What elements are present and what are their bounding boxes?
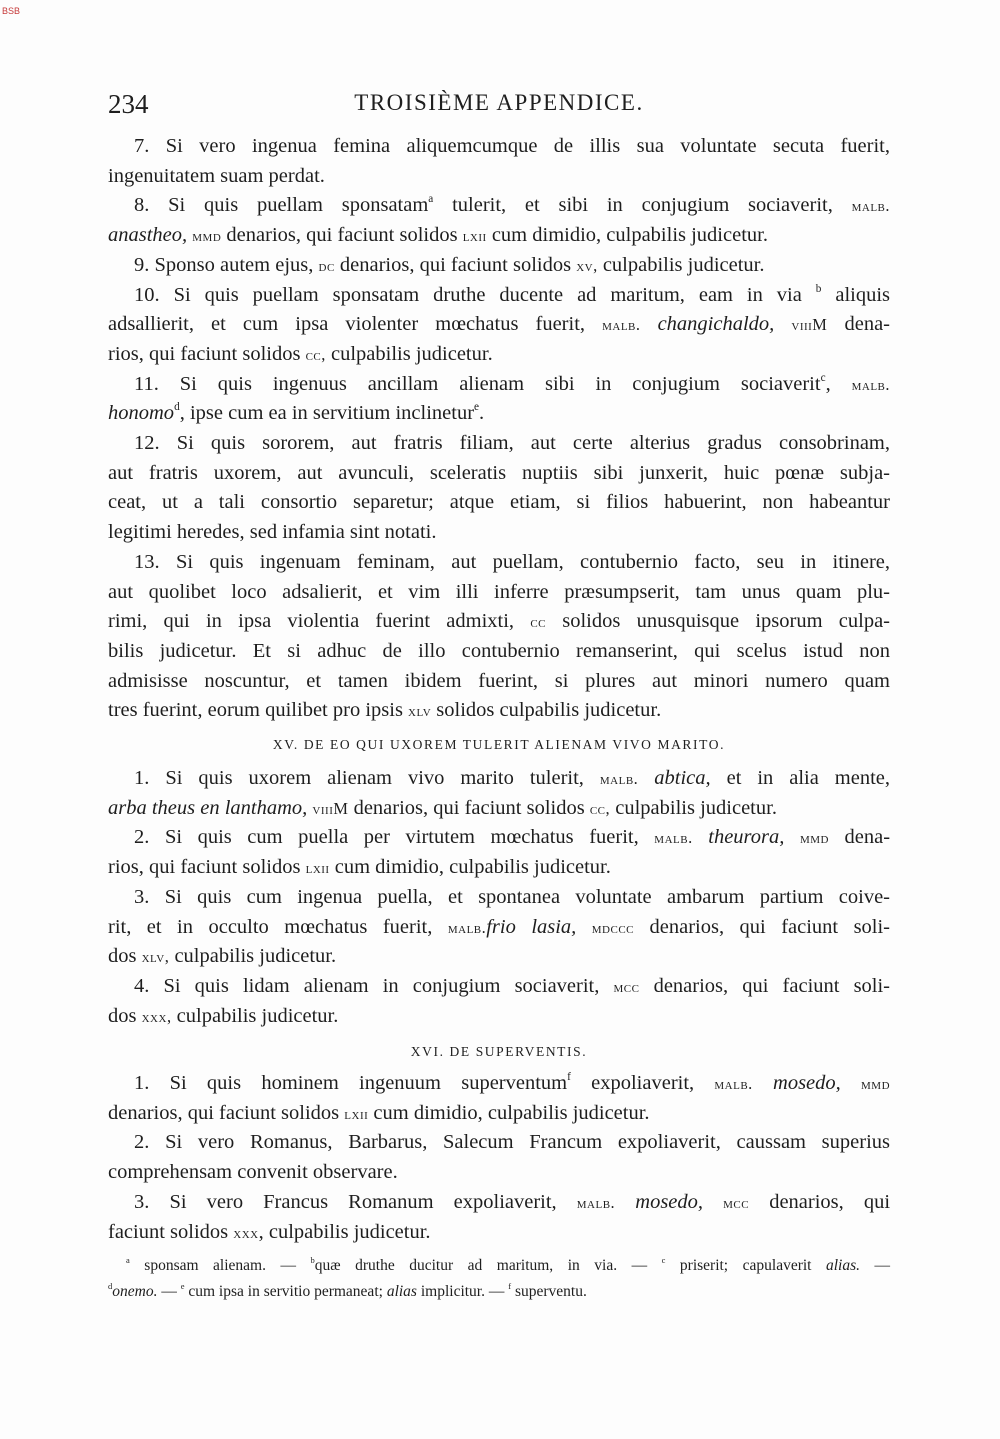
- footnote-line-1: $^a$ sponsam alienam. — $^b$quæ druthe ducitur ad maritum, in via. — $^c$ priserit; capulaverit alias. —: [126, 1255, 891, 1274]
- xv-paragraph-4: 4. Si quis lidam alienam in conjugium sociaverit, mcc denarios, qui faciunt soli-: [134, 974, 891, 997]
- section-title-xv: XV. DE EO QUI UXOREM TULERIT ALIENAM VIVO MARITO.: [272, 737, 726, 752]
- xv-paragraph-3-cont: rit, et in occulto mœchatus fuerit, malb.frio lasia, mdccc denarios, qui faciunt soli-: [108, 915, 891, 938]
- paragraph-13-cont4: admisisse noscuntur, et tamen ibidem fuerint, si plures aut minori numero quam: [108, 669, 890, 692]
- paragraph-11-cont: honomo$^d$, ipse cum ea in servitium inclinetur$^e$.: [108, 401, 485, 425]
- xv-paragraph-2-cont: rios, qui faciunt solidos lxii cum dimidio, culpabilis judicetur.: [108, 856, 611, 879]
- xv-paragraph-1: 1. Si quis uxorem alienam vivo marito tulerit, malb. abtica, et in alia mente,: [134, 767, 891, 789]
- xvi-paragraph-2-cont: comprehensam convenit observare.: [108, 1161, 398, 1184]
- paragraph-12-cont: aut fratris uxorem, aut avunculi, sceleratis nuptiis sibi junxerit, huic pœnæ subja-: [108, 461, 890, 484]
- footnote-ref-a: a: [428, 193, 434, 206]
- paragraph-13-cont3: bilis judicetur. Et si adhuc de illo contubernio remanserint, qui scelus istud non: [108, 639, 890, 662]
- xvi-paragraph-3: 3. Si vero Francus Romanum expoliaverit, malb. mosedo, mcc denarios, qui: [134, 1190, 891, 1213]
- xv-paragraph-3-cont2: dos xlv, culpabilis judicetur.: [108, 945, 337, 968]
- xvi-paragraph-2: 2. Si vero Romanus, Barbarus, Salecum Francum expoliaverit, caussam superius: [134, 1131, 890, 1154]
- paragraph-7: 7. Si vero ingenua femina aliquemcumque de illis sua voluntate secuta fuerit,: [134, 135, 891, 157]
- running-title: TROISIÈME APPENDICE.: [354, 90, 644, 115]
- paragraph-12-cont3: legitimi heredes, sed infamia sint notati.: [108, 521, 437, 544]
- xv-paragraph-1-cont: arba theus en lanthamo, viiiM denarios, qui faciunt solidos cc, culpabilis judicetur.: [108, 796, 777, 819]
- paragraph-13-cont: aut quolibet loco adsalierit, et vim illi inferre præsumpserit, tam unus quam plu-: [108, 580, 890, 603]
- paragraph-13: 13. Si quis ingenuam feminam, aut puellam, contubernio facto, seu in itinere,: [134, 550, 891, 573]
- xv-paragraph-2: 2. Si quis cum puella per virtutem mœchatus fuerit, malb. theurora, mmd dena-: [134, 826, 891, 849]
- paragraph-10-cont: adsallierit, et cum ipsa violenter mœchatus fuerit, malb. changichaldo, viiiM dena-: [108, 313, 890, 336]
- page-header: [108, 89, 890, 123]
- footnote-ref-d: d: [174, 401, 180, 414]
- paragraph-11: 11. Si quis ingenuus ancillam alienam sibi in conjugium sociaverit$^c$, malb.: [134, 371, 890, 395]
- section-xvi-body: [108, 1069, 890, 1247]
- paragraph-9: 9. Sponso autem ejus, dc denarios, qui faciunt solidos xv, culpabilis judicetur.: [134, 253, 765, 276]
- footnote-ref-b: b: [815, 282, 822, 295]
- footnote-ref-c: c: [820, 371, 826, 384]
- xvi-paragraph-1: 1. Si quis hominem ingenuum superventum$^f$ expoliaverit, malb. mosedo, mmd: [134, 1070, 891, 1094]
- bsb-watermark: BSB: [2, 6, 21, 16]
- xv-paragraph-3: 3. Si quis cum ingenua puella, et spontanea voluntate ambarum partium coive-: [134, 885, 891, 908]
- section-xv-body: [108, 764, 890, 1031]
- xv-paragraph-4-cont: dos xxx, culpabilis judicetur.: [108, 1004, 339, 1027]
- footnote-ref-e: e: [474, 401, 480, 414]
- section-title-xvi: XVI. DE SUPERVENTIS.: [410, 1044, 588, 1059]
- footnote-line-2: $^d$onemo. — $^e$ cum ipsa in servitio permaneat; alias implicitur. — $^f$ superventu.: [108, 1281, 587, 1300]
- page-number: 234: [108, 89, 149, 119]
- articles-7-13: [108, 132, 890, 726]
- footnote-ref-f: f: [567, 1070, 571, 1083]
- paragraph-8-cont: anastheo, mmd denarios, qui faciunt solidos lxii cum dimidio, culpabilis judicetur.: [108, 224, 768, 247]
- xvi-paragraph-3-cont: faciunt solidos xxx, culpabilis judicetur.: [108, 1220, 431, 1243]
- paragraph-8: 8. Si quis puellam sponsatam$^a$ tulerit, et sibi in conjugium sociaverit, malb.: [134, 193, 890, 217]
- footnotes: [108, 1253, 890, 1305]
- paragraph-7-cont: ingenuitatem suam perdat.: [108, 164, 325, 187]
- paragraph-12-cont2: ceat, ut a tali consortio separetur; atque etiam, si filios habuerint, non habeantur: [108, 491, 890, 514]
- paragraph-10: 10. Si quis puellam sponsatam druthe ducente ad maritum, eam in via $^b$ aliquis: [134, 282, 891, 306]
- paragraph-13-cont2: rimi, qui in ipsa violentia fuerint admixti, cc solidos unusquisque ipsorum culpa-: [108, 610, 890, 633]
- paragraph-13-cont5: tres fuerint, eorum quilibet pro ipsis xlv solidos culpabilis judicetur.: [108, 699, 662, 722]
- xvi-paragraph-1-cont: denarios, qui faciunt solidos lxii cum dimidio, culpabilis judicetur.: [108, 1101, 650, 1124]
- paragraph-10-cont2: rios, qui faciunt solidos cc, culpabilis judicetur.: [108, 342, 493, 365]
- paragraph-12: 12. Si quis sororem, aut fratris filiam, aut certe alterius gradus consobrinam,: [134, 432, 890, 455]
